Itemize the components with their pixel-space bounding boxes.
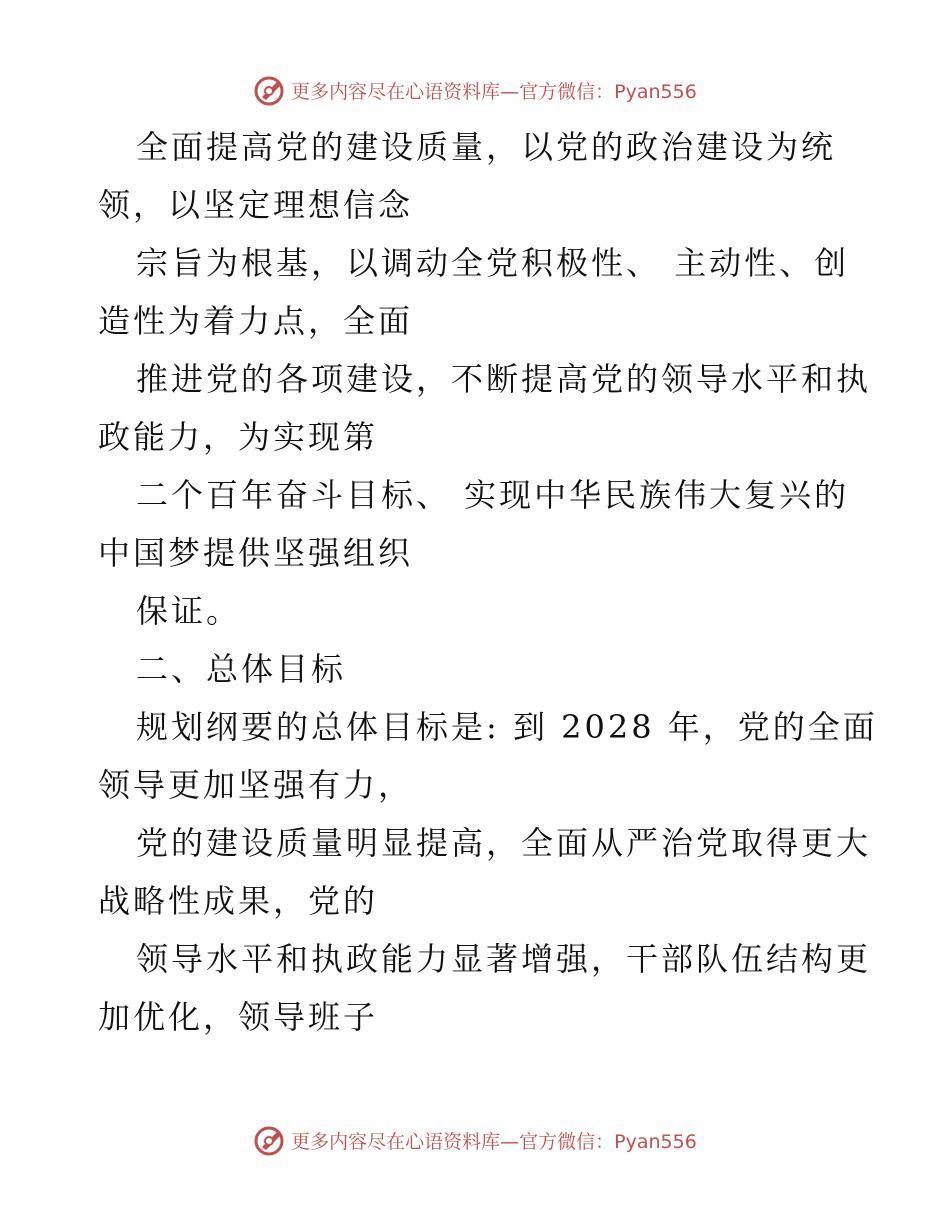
text-line: 全面提高党的建设质量，以党的政治建设为统	[136, 128, 837, 166]
pen-logo-icon	[253, 1123, 287, 1157]
text-line: 党的建设质量明显提高，全面从严治党取得更大	[136, 824, 872, 862]
header-banner-text	[291, 77, 697, 104]
document-body	[98, 118, 878, 1046]
footer-banner-text	[291, 1127, 697, 1154]
text-line: 二个百年奋斗目标、 实现中华民族伟大复兴的	[136, 476, 850, 514]
header-dash: —	[500, 80, 520, 103]
text-line: 领导更加坚强有力，	[98, 766, 414, 804]
footer-watermark-banner	[0, 1120, 950, 1160]
text-line: 造性为着力点，全面	[98, 302, 414, 340]
pen-logo-icon	[253, 73, 287, 107]
header-watermark-banner	[0, 70, 950, 110]
header-site-text: 更多内容尽在心语资料库	[291, 80, 501, 103]
section-heading: 二、总体目标	[136, 650, 347, 688]
text-line: 规划纲要的总体目标是: 到 2028 年，党的全面	[136, 708, 878, 746]
text-line: 加优化，领导班子	[98, 998, 379, 1036]
text-line: 推进党的各项建设，不断提高党的领导水平和执	[136, 360, 872, 398]
text-line: 宗旨为根基，以调动全党积极性、 主动性、创	[136, 244, 850, 282]
text-line: 中国梦提供坚强组织	[98, 534, 414, 572]
footer-site-text: 更多内容尽在心语资料库	[291, 1130, 501, 1153]
text-line: 政能力，为实现第	[98, 418, 379, 456]
footer-dash: —	[500, 1130, 520, 1153]
text-line: 保证。	[136, 592, 242, 630]
text-line: 领，以坚定理想信念	[98, 186, 414, 224]
header-wechat-text: 官方微信：Pyan556	[519, 80, 697, 103]
footer-wechat-text: 官方微信：Pyan556	[519, 1130, 697, 1153]
text-line: 战略性成果，党的	[98, 882, 379, 920]
text-line: 领导水平和执政能力显著增强，干部队伍结构更	[136, 940, 872, 978]
